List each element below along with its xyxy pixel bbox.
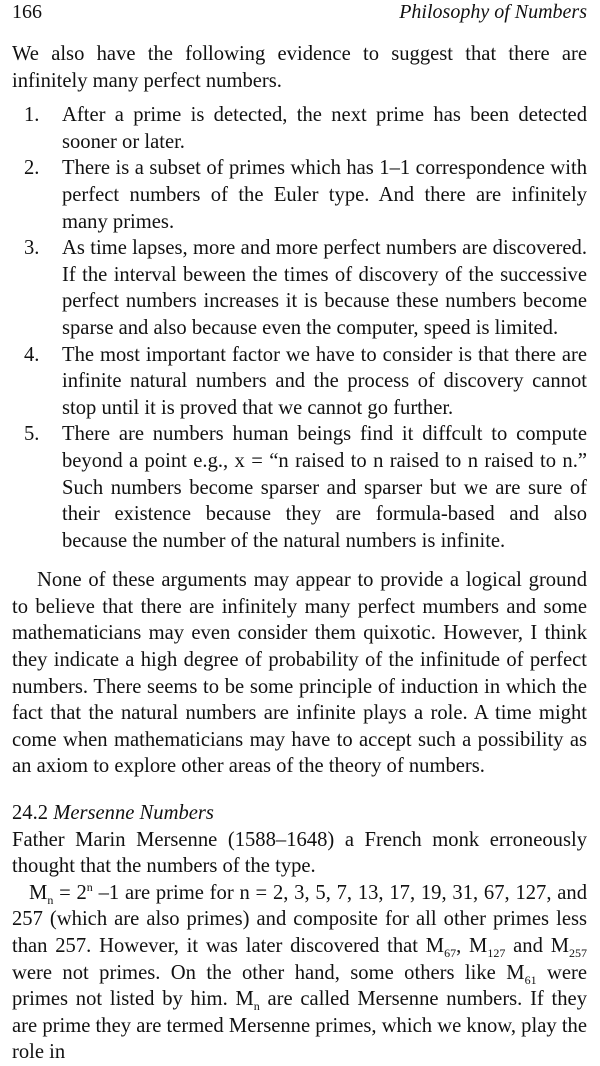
mersenne-intro-paragraph: Father Marin Mersenne (1588–1648) a French monk erroneously thought that the numbers of the type. [12, 828, 587, 878]
page-number: 166 [12, 1, 42, 23]
math-text: = 2 [53, 881, 87, 904]
list-item-number: 5. [24, 423, 40, 446]
list-item-number: 3. [24, 237, 40, 260]
list-item-number: 1. [24, 104, 40, 127]
section-title: Mersenne Numbers [53, 802, 214, 825]
paragraph-text: were primes not listed by him. M [12, 961, 587, 1011]
math-subscript: 127 [487, 946, 506, 961]
math-subscript: 61 [524, 972, 537, 987]
list-item-number: 2. [24, 157, 40, 180]
list-item [12, 102, 587, 155]
math-subscript: 67 [444, 946, 457, 961]
section-heading [12, 800, 587, 827]
arguments-paragraph: None of these arguments may appear to provide a logical ground to believe that there are infinitely many perfect mumbers and some mathematicians may even consider them quixotic. However, I think they indicate a high degree of probability of the infinitude of perfect numbers. There seems to be some principle of induction in which the fact that the natural numbers are infinite plays a role. A time might come when mathematicians may have to accept such a possibility as an axiom to explore other areas of the theory of numbers. [12, 569, 587, 778]
running-title: Philosophy of Numbers [399, 1, 587, 23]
list-item-number: 4. [24, 343, 40, 366]
math-subscript: 257 [569, 946, 588, 961]
list-item [12, 421, 587, 554]
list-item-text: As time lapses, more and more perfect numbers are discovered. If the interval beween the times of discovery of the successive perfect numbers increases it is because these numbers become sparse and also because even the computer, speed is limited. [62, 237, 587, 339]
math-subscript: n [253, 999, 260, 1014]
list-item-text: There is a subset of primes which has 1–1 correspondence with perfect numbers of the Euler type. And there are infinitely many primes. [62, 157, 587, 233]
list-item [12, 235, 587, 341]
math-text: M [29, 881, 48, 904]
list-item-text: There are numbers human beings find it diffcult to compute beyond a point e.g., x = “n raised to n raised to n raised to n.” Such numbers become sparser and sparser but we are sure of their existence because they are formula-based and also because the number of the natural numbers is infinite. [62, 423, 587, 552]
list-item [12, 155, 587, 235]
paragraph-text: were not primes. On the other hand, some others like M [12, 961, 525, 984]
paragraph-text: and M [505, 935, 570, 957]
math-subscript: n [47, 892, 54, 907]
intro-paragraph: We also have the following evidence to suggest that there are infinitely many perfect numbers. [12, 43, 587, 92]
list-item [12, 342, 587, 422]
evidence-list [12, 102, 587, 554]
mersenne-paragraph [12, 880, 587, 1066]
paragraph-text: are called Mersenne numbers. If they are prime they are termed Mersenne primes, which we know, play the role in [12, 988, 587, 1064]
section-number: 24.2 [12, 802, 49, 825]
list-item-text: After a prime is detected, the next prime has been detected sooner or later. [62, 104, 587, 153]
math-superscript: n [86, 879, 93, 894]
paragraph-text: , M [456, 935, 488, 957]
list-item-text: The most important factor we have to consider is that there are infinite natural numbers and the process of discovery cannot stop until it is proved that we cannot go further. [62, 343, 587, 419]
page-header [12, 0, 587, 27]
paragraph-text: –1 are prime for n = 2, 3, 5, 7, 13, 17, 19, 31, 67, 127, and 257 (which are also primes) and composite for all other primes less than 257. However, it was later discovered that M [12, 881, 588, 957]
